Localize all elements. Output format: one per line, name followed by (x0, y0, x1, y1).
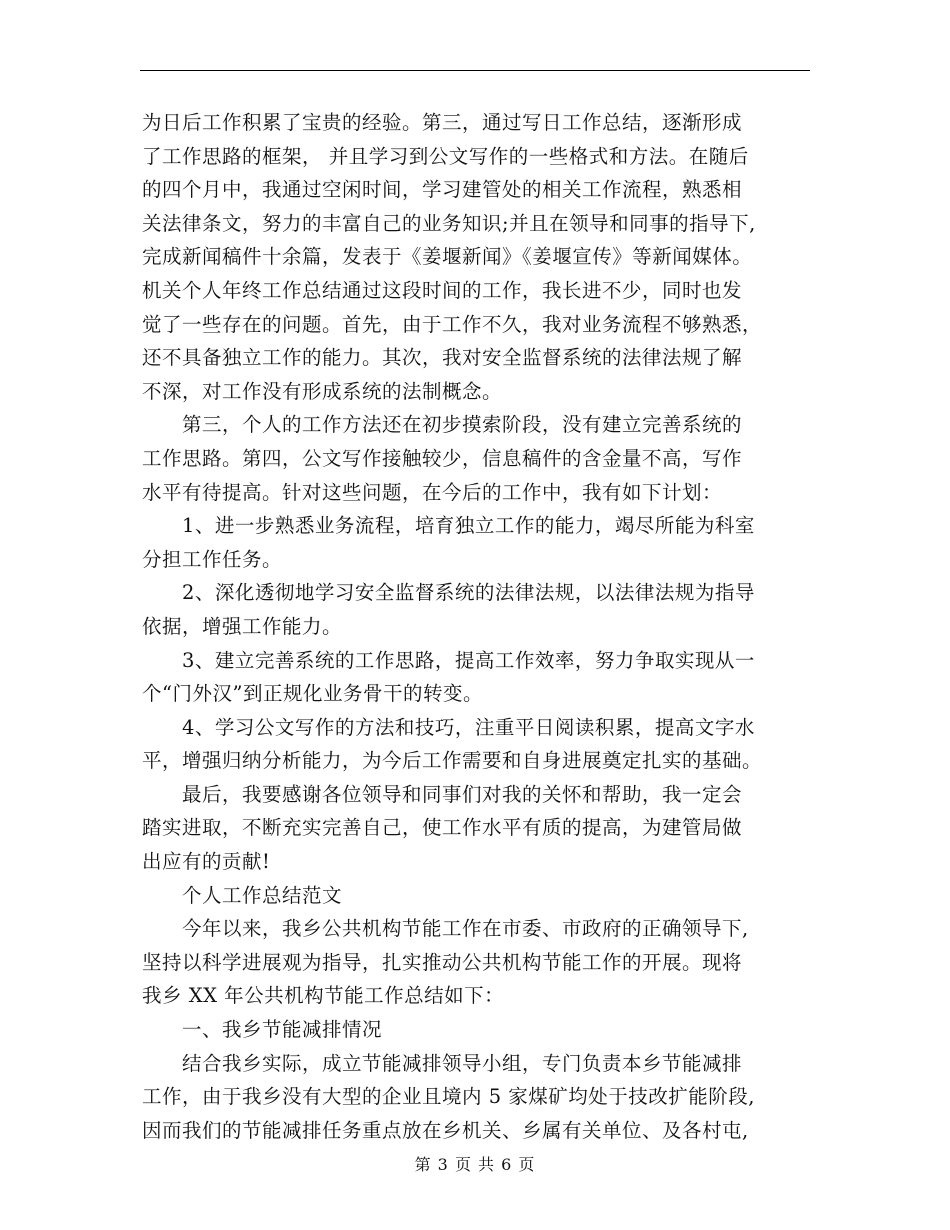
text-line: 2、深化透彻地学习安全监督系统的法律法规，以法律法规为指导 (142, 581, 755, 605)
text-line: 工作思路。第四，公文写作接触较少，信息稿件的含金量不高，写作 (142, 446, 743, 470)
text-line: 完成新闻稿件十余篇，发表于《姜堰新闻》《姜堰宣传》等新闻媒体。 (142, 245, 753, 269)
text-line: 了工作思路的框架， 并且学习到公文写作的一些格式和方法。在随后 (142, 144, 749, 168)
text-line: 机关个人年终工作总结通过这段时间的工作，我长进不少，同时也发 (142, 278, 743, 302)
text-line: 工作，由于我乡没有大型的企业且境内 5 家煤矿均处于技改扩能阶段, (142, 1085, 756, 1109)
text-line: 出应有的贡献! (142, 850, 271, 874)
text-line: 3、建立完善系统的工作思路，提高工作效率，努力争取实现从一 (142, 648, 755, 672)
text-line: 我乡 XX 年公共机构节能工作总结如下： (142, 984, 505, 1008)
text-line: 今年以来，我乡公共机构节能工作在市委、市政府的正确领导下, (142, 917, 749, 941)
text-line: 1、进一步熟悉业务流程，培育独立工作的能力，竭尽所能为科室 (142, 514, 755, 538)
text-line: 水平有待提高。针对这些问题，在今后的工作中，我有如下计划： (142, 480, 723, 504)
text-line: 还不具备独立工作的能力。其次，我对安全监督系统的法律法规了解 (142, 346, 743, 370)
text-line: 4、学习公文写作的方法和技巧，注重平日阅读积累，提高文字水 (142, 715, 755, 739)
text-line: 不深，对工作没有形成系统的法制概念。 (142, 379, 503, 403)
text-line: 坚持以科学进展观为指导，扎实推动公共机构节能工作的开展。现将 (142, 950, 743, 974)
body-text (142, 106, 814, 1147)
text-line: 平，增强归纳分析能力，为今后工作需要和自身进展奠定扎实的基础。 (142, 749, 763, 773)
page-number-footer: 第 3 页 共 6 页 (414, 1155, 536, 1174)
text-line: 为日后工作积累了宝贵的经验。第三，通过写日工作总结，逐渐形成 (142, 111, 743, 134)
text-line: 个“门外汉”到正规化业务骨干的转变。 (142, 682, 483, 706)
text-line: 分担工作任务。 (142, 547, 283, 571)
text-line: 关法律条文，努力的丰富自己的业务知识;并且在领导和同事的指导下, (142, 211, 756, 235)
text-line: 的四个月中，我通过空闲时间，学习建管处的相关工作流程，熟悉相 (142, 178, 743, 202)
text-line: 踏实进取，不断充实完善自己，使工作水平有质的提高，为建管局做 (142, 816, 743, 840)
text-line: 最后，我要感谢各位领导和同事们对我的关怀和帮助，我一定会 (142, 782, 743, 806)
section-heading: 个人工作总结范文 (142, 883, 343, 907)
section-heading: 一、我乡节能减排情况 (142, 1018, 383, 1042)
text-line: 第三，个人的工作方法还在初步摸索阶段，没有建立完善系统的 (142, 413, 743, 437)
text-line: 因而我们的节能减排任务重点放在乡机关、乡属有关单位、及各村屯, (142, 1118, 749, 1142)
text-line: 觉了一些存在的问题。首先，由于工作不久，我对业务流程不够熟悉， (142, 312, 763, 336)
text-line: 结合我乡实际，成立节能减排领导小组，专门负责本乡节能减排 (142, 1051, 743, 1075)
header-rule (140, 70, 810, 71)
text-line: 依据，增强工作能力。 (142, 614, 343, 638)
